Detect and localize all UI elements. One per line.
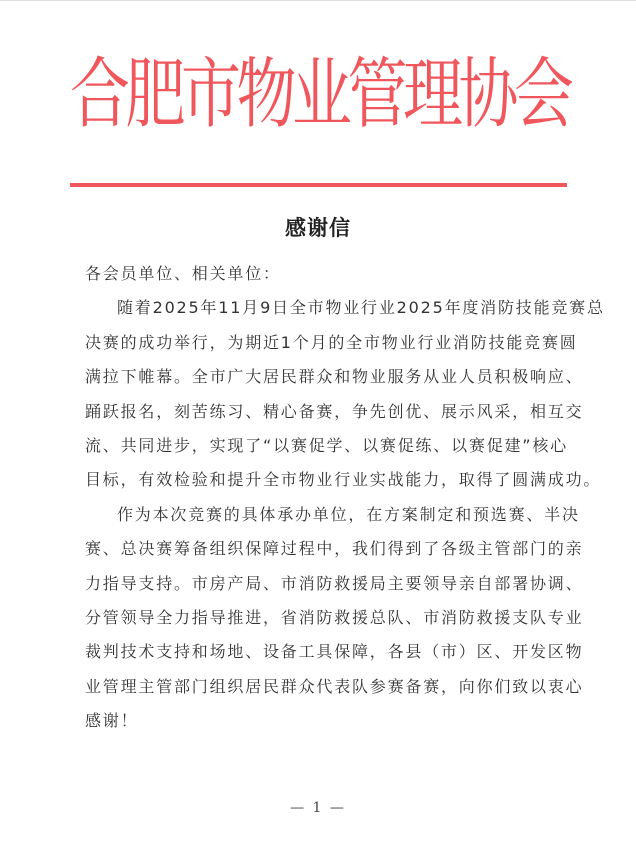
text-line: 流、共同进步，实现了“以赛促学、以赛促练、以赛促建”核心	[85, 435, 568, 455]
page-number: — 1 —	[290, 800, 346, 816]
letterhead-char: 合	[70, 50, 130, 140]
letterhead-char: 市	[181, 50, 241, 140]
text-line: 目标，有效检验和提升全市物业行业实战能力，取得了圆满成功。	[85, 470, 602, 490]
letterhead-title	[70, 45, 574, 145]
salutation: 各会员单位、相关单位：	[85, 264, 281, 283]
letterhead-char: 理	[403, 50, 463, 140]
document-title: 感谢信	[285, 216, 351, 240]
text-line: 感谢！	[85, 711, 139, 731]
text-line: 决赛的成功举行，为期近1个月的全市物业行业消防技能竞赛圆	[85, 332, 578, 352]
document-body	[85, 257, 605, 738]
paragraph-1	[85, 291, 605, 497]
text-line: 随着2025年11月9日全市物业行业2025年度消防技能竞赛总	[117, 298, 605, 318]
text-line: 裁判技术支持和场地、设备工具保障，各县（市）区、开发区物	[85, 642, 584, 662]
text-line: 作为本次竞赛的具体承办单位，在方案制定和预选赛、半决	[117, 504, 580, 524]
text-line: 满拉下帷幕。全市广大居民群众和物业服务从业人员积极响应、	[85, 367, 584, 387]
letterhead-divider	[70, 183, 567, 187]
letterhead-char: 物	[236, 50, 297, 140]
letterhead-char: 肥	[125, 50, 186, 140]
letterhead-char: 管	[347, 50, 408, 140]
text-line: 踊跃报名，刻苦练习、精心备赛，争先创优、展示风采，相互交	[85, 401, 584, 421]
text-line: 分管领导全力指导推进，省消防救援总队、市消防救援支队专业	[85, 607, 584, 627]
letterhead-char: 会	[514, 50, 574, 140]
letterhead-char: 协	[458, 50, 519, 140]
text-line: 业管理主管部门组织居民群众代表队参赛备赛，向你们致以衷心	[85, 676, 584, 696]
text-line: 赛、总决赛筹备组织保障过程中，我们得到了各级主管部门的亲	[85, 539, 584, 559]
letterhead-char: 业	[292, 50, 352, 140]
text-line: 力指导支持。市房产局、市消防救援局主要领导亲自部署协调、	[85, 573, 584, 593]
paragraph-2	[85, 498, 584, 739]
